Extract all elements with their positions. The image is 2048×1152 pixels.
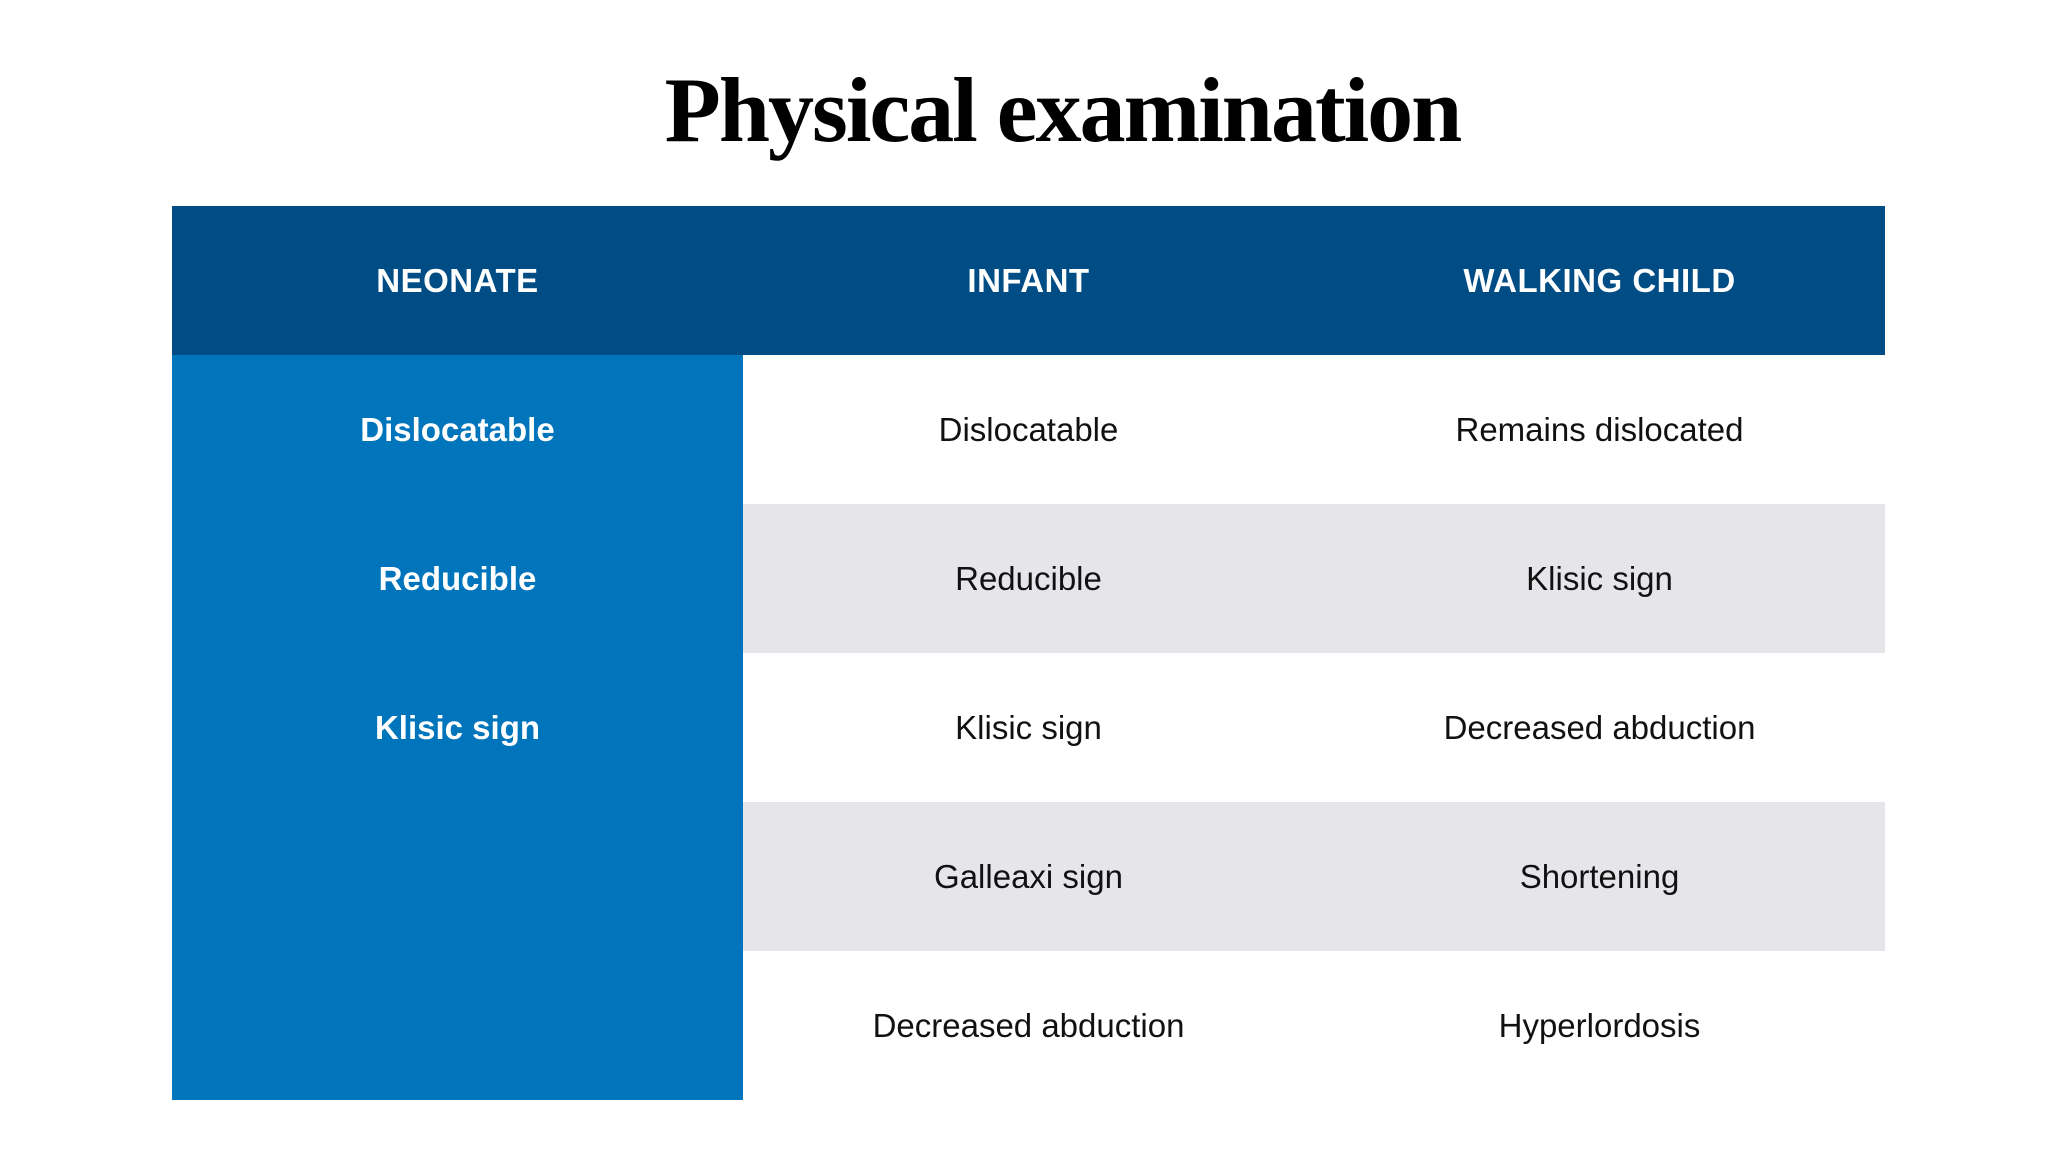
neonate-cell: Klisic sign: [374, 708, 541, 746]
infant-cell: Dislocatable: [938, 410, 1119, 448]
table-row: [743, 802, 1885, 951]
header-infant: INFANT: [967, 261, 1090, 299]
neonate-cell: Dislocatable: [360, 410, 555, 448]
infant-cell: Galleaxi sign: [934, 857, 1123, 895]
infant-cell: Reducible: [955, 559, 1102, 597]
table-body: [743, 355, 1885, 1100]
table-row: [743, 951, 1885, 1100]
header-walking-child: WALKING CHILD: [1463, 261, 1736, 299]
neonate-column: [172, 355, 743, 1100]
walking-child-cell: Shortening: [1519, 857, 1680, 895]
walking-child-cell: Hyperlordosis: [1498, 1006, 1701, 1044]
table-header-row: [172, 206, 1885, 355]
infant-cell: Klisic sign: [955, 708, 1102, 746]
neonate-cell: Reducible: [378, 559, 537, 597]
table-row: [743, 355, 1885, 504]
slide-title: Physical examination: [664, 59, 1461, 161]
walking-child-cell: Klisic sign: [1526, 559, 1673, 597]
table-row: [743, 504, 1885, 653]
examination-table: [172, 206, 1885, 1100]
walking-child-cell: Remains dislocated: [1455, 410, 1744, 448]
header-neonate: NEONATE: [376, 261, 539, 299]
table-row: [743, 653, 1885, 802]
infant-cell: Decreased abduction: [872, 1006, 1185, 1044]
walking-child-cell: Decreased abduction: [1443, 708, 1756, 746]
